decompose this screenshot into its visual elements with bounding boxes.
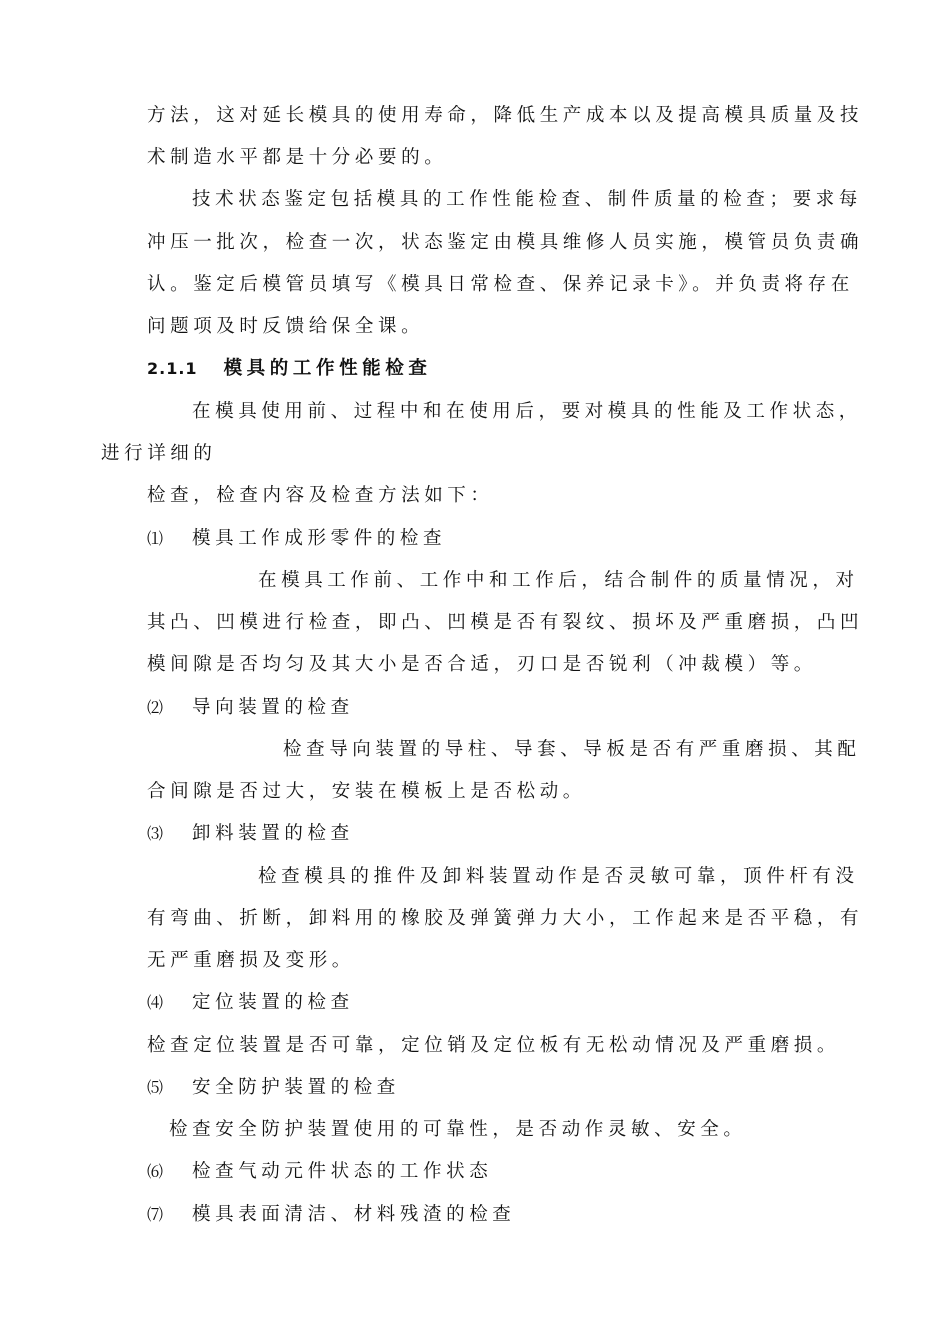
paragraph-2-line-2: 冲压一批次，检查一次，状态鉴定由模具维修人员实施，模管员负责确: [147, 232, 864, 253]
item-1-body-line-3: 模间隙是否均匀及其大小是否合适，刃口是否锐利（冲裁模）等。: [147, 654, 817, 675]
item-5-title: 安全防护装置的检查: [192, 1077, 400, 1098]
item-5-body-line-1: 检查安全防护装置使用的可靠性，是否动作灵敏、安全。: [169, 1119, 747, 1140]
item-2-title: 导向装置的检查: [192, 697, 354, 718]
item-2-body-line-2: 合间隙是否过大，安装在模板上是否松动。: [147, 781, 586, 802]
paragraph-2-line-1: 技术状态鉴定包括模具的工作性能检查、制件质量的检查；要求每: [192, 189, 862, 210]
intro-line-2: 进行详细的: [101, 443, 217, 464]
item-1-body-line-2: 其凸、凹模进行检查，即凸、凹模是否有裂纹、损坏及严重磨损，凸凹: [147, 612, 864, 633]
intro-line-3: 检查，检查内容及检查方法如下：: [147, 485, 494, 506]
item-3-body-line-3: 无严重磨损及变形。: [147, 950, 355, 971]
item-3-marker: ⑶: [147, 824, 164, 843]
paragraph-2-line-3: 认。鉴定后模管员填写《模具日常检查、保养记录卡》。并负责将存在: [147, 274, 854, 295]
item-7-title: 模具表面清洁、材料残渣的检查: [192, 1204, 516, 1225]
paragraph-2-line-4: 问题项及时反馈给保全课。: [147, 316, 425, 337]
item-6-marker: ⑹: [147, 1162, 164, 1181]
item-1-body-line-1: 在模具工作前、工作中和工作后，结合制件的质量情况，对: [258, 570, 859, 591]
section-heading: [147, 357, 431, 381]
item-4-marker: ⑷: [147, 993, 164, 1012]
item-3-body-line-2: 有弯曲、折断，卸料用的橡胶及弹簧弹力大小，工作起来是否平稳，有: [147, 908, 864, 929]
item-4-title: 定位装置的检查: [192, 992, 354, 1013]
item-3-title: 卸料装置的检查: [192, 823, 354, 844]
section-number: 2.1.1: [147, 359, 198, 378]
intro-line-1: 在模具使用前、过程中和在使用后，要对模具的性能及工作状态，: [192, 401, 862, 422]
item-6-title: 检查气动元件状态的工作状态: [192, 1161, 493, 1182]
item-4-body-line-1: 检查定位装置是否可靠，定位销及定位板有无松动情况及严重磨损。: [147, 1035, 841, 1056]
item-3-body-line-1: 检查模具的推件及卸料装置动作是否灵敏可靠，顶件杆有没: [258, 866, 859, 887]
item-5-marker: ⑸: [147, 1078, 164, 1097]
item-7-marker: ⑺: [147, 1205, 164, 1224]
paragraph-1-line-1: 方法，这对延长模具的使用寿命，降低生产成本以及提高模具质量及技: [147, 105, 864, 126]
section-title: 模具的工作性能检查: [223, 358, 432, 379]
item-1-marker: ⑴: [147, 529, 164, 548]
item-2-body-line-1: 检查导向装置的导柱、导套、导板是否有严重磨损、其配: [283, 739, 861, 760]
paragraph-1-line-2: 术制造水平都是十分必要的。: [147, 147, 448, 168]
item-1-title: 模具工作成形零件的检查: [192, 528, 447, 549]
item-2-marker: ⑵: [147, 698, 164, 717]
